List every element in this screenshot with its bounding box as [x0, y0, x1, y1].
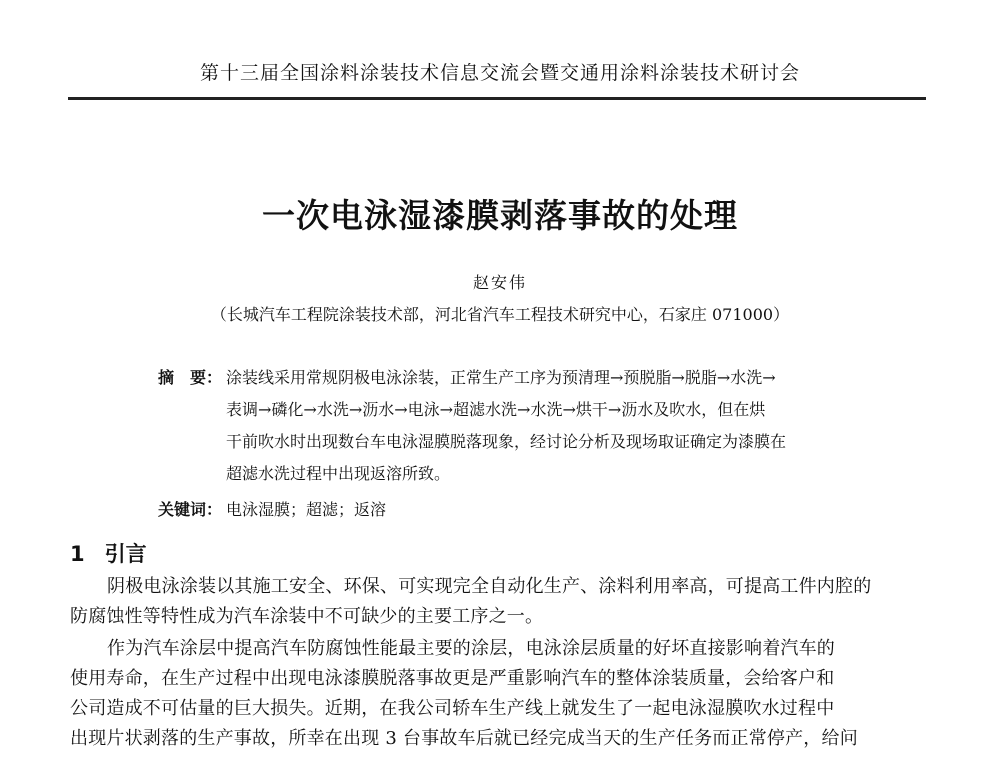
section-heading: [70, 538, 147, 568]
paper-title: 一次电泳湿漆膜剥落事故的处理: [262, 196, 738, 235]
body-line: 作为汽车涂层中提高汽车防腐蚀性能最主要的涂层，电泳涂层质量的好坏直接影响着汽车的: [107, 638, 835, 659]
abstract-line: 超滤水洗过程中出现返溶所致。: [226, 464, 451, 483]
body-line: 阴极电泳涂装以其施工安全、环保、可实现完全自动化生产、涂料利用率高，可提高工件内腔的: [107, 576, 872, 597]
author-affiliation: （长城汽车工程院涂装技术部，河北省汽车工程技术研究中心，石家庄 071000）: [210, 305, 790, 324]
section-number: 1: [70, 542, 85, 566]
running-header: 第十三届全国涂料涂装技术信息交流会暨交通用涂料涂装技术研讨会: [199, 62, 800, 84]
body-line: 公司造成不可估量的巨大损失。近期，在我公司轿车生产线上就发生了一起电泳湿膜吹水过程中: [70, 698, 835, 719]
abstract-line: 干前吹水时出现数台车电泳湿膜脱落现象，经讨论分析及现场取证确定为漆膜在: [226, 432, 787, 451]
body-line: 使用寿命，在生产过程中出现电泳漆膜脱落事故更是严重影响汽车的整体涂装质量，会给客户和: [70, 668, 835, 689]
body-line: 防腐蚀性等特性成为汽车涂装中不可缺少的主要工序之一。: [70, 606, 544, 627]
header-rule: [68, 97, 926, 100]
keywords-label: 关键词：: [158, 500, 223, 519]
body-line: 出现片状剥落的生产事故，所幸在出现 3 台事故车后就已经完成当天的生产任务而正常停产，给问: [70, 728, 858, 749]
abstract-line: 涂装线采用常规阴极电泳涂装，正常生产工序为预清理→预脱脂→脱脂→水洗→: [226, 368, 776, 387]
section-title: 引言: [104, 542, 147, 566]
abstract-line: 表调→磷化→水洗→沥水→电泳→超滤水洗→水洗→烘干→沥水及吹水，但在烘: [226, 400, 766, 419]
keywords-text: 电泳湿膜；超滤；返溶: [226, 500, 387, 519]
author-name: 赵安伟: [472, 273, 527, 292]
abstract-label: 摘 要：: [158, 368, 223, 387]
